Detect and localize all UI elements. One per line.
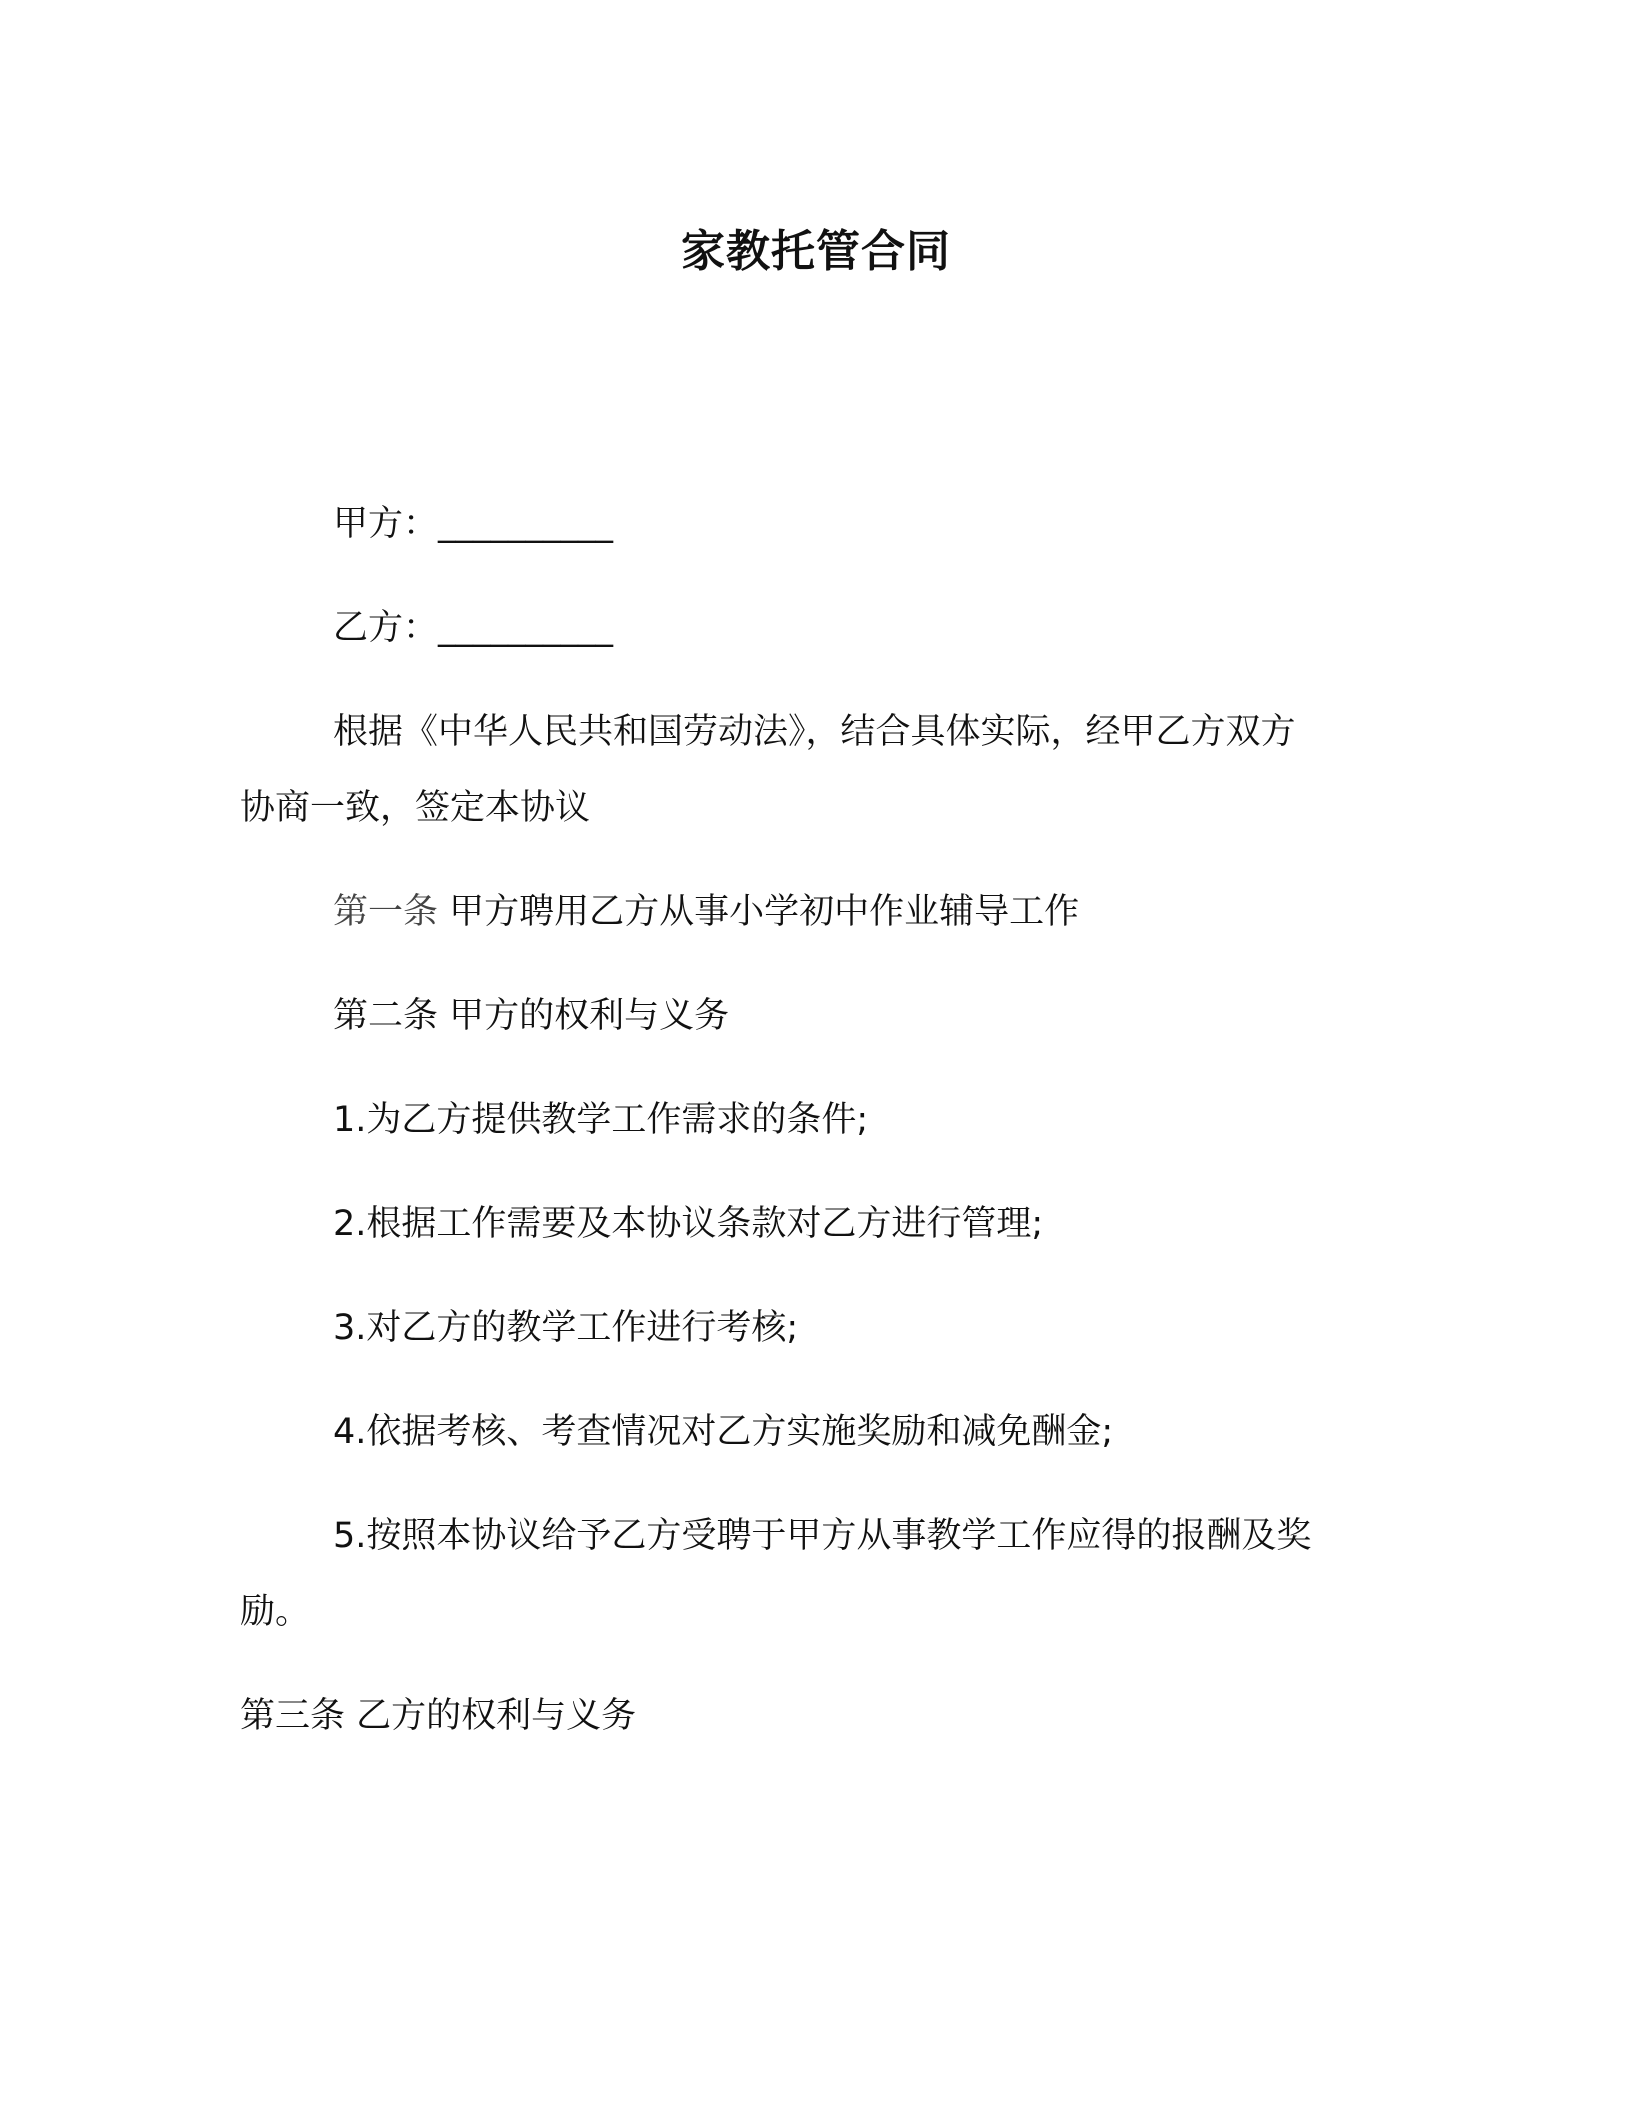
- article-1-label: 第一条: [333, 892, 439, 932]
- article-3-heading: 第三条 乙方的权利与义务: [240, 1696, 637, 1736]
- article-2-item-3: 3.对乙方的教学工作进行考核;: [333, 1308, 799, 1348]
- article-2-item-2: 2.根据工作需要及本协议条款对乙方进行管理;: [333, 1204, 1044, 1244]
- party-b-line: 乙方：__________: [333, 608, 614, 648]
- preamble-line-1: 根据《中华人民共和国劳动法》，结合具体实际，经甲乙方双方: [333, 712, 1296, 752]
- document-title: 家教托管合同: [681, 226, 951, 277]
- article-2-item-5-line-1: 5.按照本协议给予乙方受聘于甲方从事教学工作应得的报酬及奖: [333, 1516, 1312, 1556]
- article-2-item-5-line-2: 励。: [240, 1592, 311, 1632]
- article-1: [333, 887, 1079, 937]
- article-2-item-1: 1.为乙方提供教学工作需求的条件;: [333, 1100, 869, 1140]
- preamble-line-2: 协商一致，签定本协议: [240, 788, 591, 828]
- party-a-line: 甲方：__________: [333, 504, 614, 544]
- article-2-heading: 第二条 甲方的权利与义务: [333, 996, 730, 1036]
- article-2-item-4: 4.依据考核、考查情况对乙方实施奖励和减免酬金;: [333, 1412, 1114, 1452]
- article-1-text: 甲方聘用乙方从事小学初中作业辅导工作: [438, 892, 1080, 932]
